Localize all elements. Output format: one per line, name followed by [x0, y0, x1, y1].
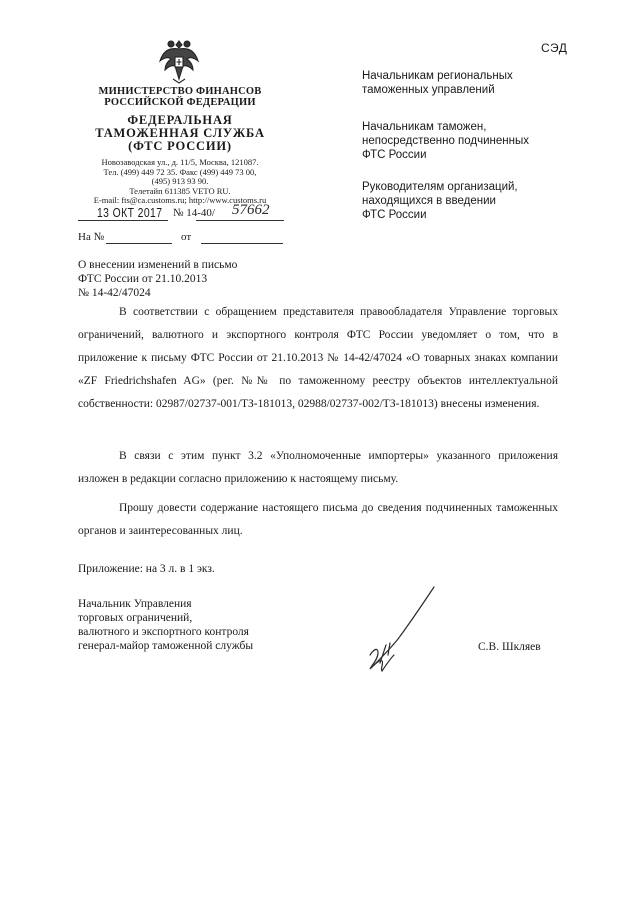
agency-line: (ФТС РОССИИ) — [128, 139, 232, 153]
handwritten-signature-icon — [360, 585, 440, 675]
signatory-position — [78, 597, 253, 653]
registration-date: 13 ОКТ 2017 — [97, 205, 163, 220]
contact-line: E-mail: fts@ca.customs.ru; http://www.customs.ru — [93, 195, 267, 205]
reference-date-field — [201, 243, 283, 244]
agency-contacts — [75, 158, 285, 206]
ministry-name — [85, 86, 275, 108]
addressee-line: ФТС России — [362, 149, 427, 161]
reference-number-field — [106, 243, 172, 244]
addressee-line: ФТС России — [362, 209, 427, 221]
ministry-line: РОССИЙСКОЙ ФЕДЕРАЦИИ — [104, 97, 256, 108]
addressee-block — [362, 120, 529, 162]
ministry-line: МИНИСТЕРСТВО ФИНАНСОВ — [98, 86, 262, 97]
addressee-block — [362, 180, 518, 222]
addressee-block — [362, 69, 513, 97]
addressee-line: Начальникам таможен, — [362, 121, 487, 133]
contact-line: Тел. (499) 449 72 35. Факс (499) 449 73 00, — [103, 166, 257, 177]
addressee-line: Руководителям организаций, — [362, 181, 518, 193]
subject-line: № 14-42/47024 — [78, 287, 151, 299]
attachment-note: Приложение: на 3 л. в 1 экз. — [78, 563, 215, 575]
body-paragraph: В соответствии с обращением представителя правообладателя Управление торговых ограничений, валютного и экспортного контроля ФТС России уведомляет о том, что в приложение к письму ФТС России от 21.10.2013 № 14-42/47024 «О товарных знаках компании «ZF Friedrichshafen AG» (рег. №№ по таможенному реестру объектов интеллектуальной собственности: 02987/02737-001/ТЗ-181013, 02988/02737-002/ТЗ-181013) внесены изменения. — [78, 306, 558, 410]
addressee-line: таможенных управлений — [362, 84, 495, 96]
date-underline — [78, 220, 168, 221]
agency-line: ФЕДЕРАЛЬНАЯ — [127, 113, 233, 127]
position-line: генерал-майор таможенной службы — [78, 640, 254, 652]
agency-line: ТАМОЖЕННАЯ СЛУЖБА — [95, 126, 265, 140]
sed-mark: СЭД — [541, 41, 568, 55]
reference-date-label: от — [181, 231, 192, 243]
agency-name — [85, 114, 275, 153]
contact-line: Новозаводская ул., д. 11/5, Москва, 121087. — [101, 157, 259, 167]
contact-line: (495) 913 93 90. — [151, 176, 209, 186]
reference-number-label: На № — [78, 231, 105, 243]
addressee-line: находящихся в введении — [362, 195, 496, 207]
signer-name: С.В. Шкляев — [478, 641, 541, 653]
number-underline — [196, 220, 284, 221]
registration-number-prefix: № 14-40/ — [173, 207, 215, 219]
subject-line: ФТС России от 21.10.2013 — [78, 273, 208, 285]
addressee-line: непосредственно подчиненных — [362, 135, 530, 147]
contact-line: Телетайп 611385 VETO RU. — [129, 185, 231, 196]
body-paragraph: Прошу довести содержание настоящего письма до сведения подчиненных таможенных органов и заинтересованных лиц. — [78, 502, 558, 537]
addressee-line: Начальникам региональных — [362, 70, 513, 82]
letter-subject — [78, 258, 237, 300]
body-paragraph: В связи с этим пункт 3.2 «Уполномоченные импортеры» указанного приложения изложен в редакции согласно приложению к настоящему письму. — [78, 450, 558, 485]
position-line: Начальник Управления — [78, 598, 192, 610]
subject-line: О внесении изменений в письмо — [78, 259, 238, 271]
position-line: валютного и экспортного контроля — [78, 626, 249, 638]
registration-number-handwritten: 57662 — [232, 202, 270, 218]
double-headed-eagle-icon — [157, 35, 201, 85]
position-line: торговых ограничений, — [78, 612, 193, 624]
